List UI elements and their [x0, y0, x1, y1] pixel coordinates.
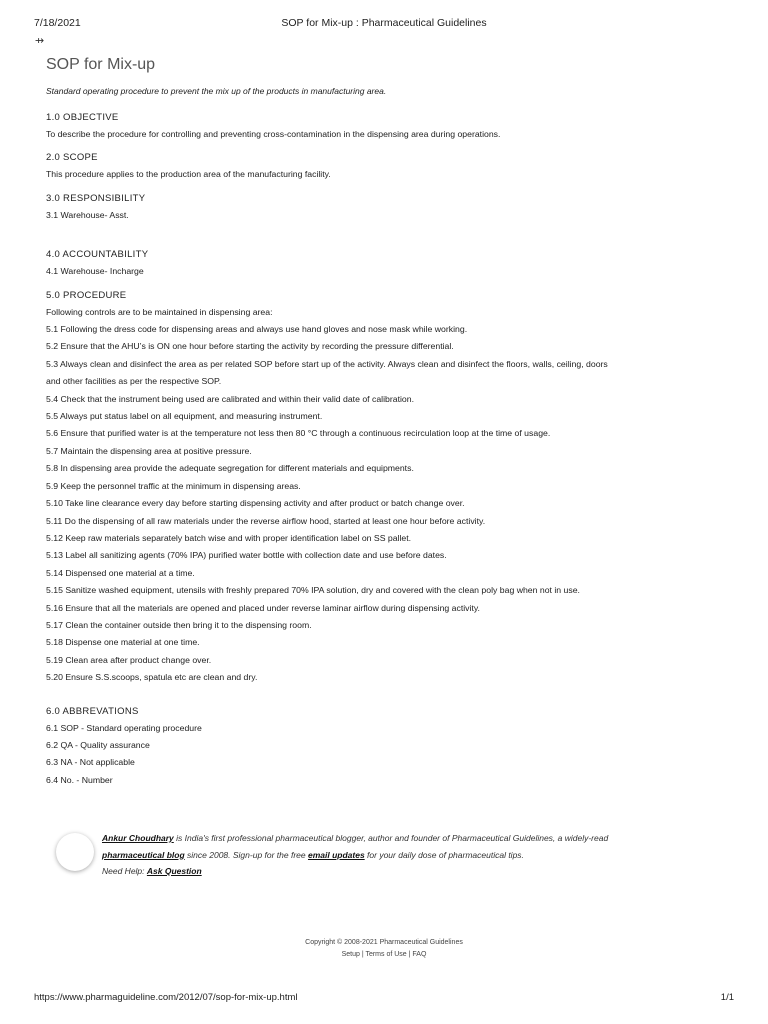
- procedure-item: 5.9 Keep the personnel traffic at the minimum in dispensing areas.: [46, 480, 301, 491]
- procedure-item: 5.3 Always clean and disinfect the area as per related SOP before start up of the activity. Always clean and disinfect the floors, walls, ceiling, doors: [46, 358, 608, 369]
- procedure-item: 5.10 Take line clearance every day before starting dispensing activity and after product or batch change over.: [46, 498, 465, 509]
- procedure-item: 5.14 Dispensed one material at a time.: [46, 567, 195, 578]
- author-name-link[interactable]: Ankur Choudhary: [102, 833, 174, 843]
- author-box: [56, 830, 736, 880]
- print-footer-url: https://www.pharmaguideline.com/2012/07/sop-for-mix-up.html: [34, 992, 298, 1003]
- share-arrow-icon[interactable]: ⇸: [35, 35, 45, 47]
- print-footer-page-number: 1/1: [720, 992, 734, 1003]
- procedure-item: 5.16 Ensure that all the materials are opened and placed under reverse laminar airflow during dispensing activity.: [46, 602, 480, 613]
- accountability-text: 4.1 Warehouse- Incharge: [46, 266, 144, 277]
- ask-question-link[interactable]: Ask Question: [146, 866, 202, 876]
- procedure-item: 5.1 Following the dress code for dispensing areas and always use hand gloves and nose mask while working.: [46, 324, 468, 335]
- procedure-section: [46, 287, 726, 687]
- author-bio-text-2: since 2008. Sign-up for the free: [184, 849, 308, 860]
- abbreviation-item: 6.1 SOP - Standard operating procedure: [46, 722, 202, 733]
- procedure-item: 5.11 Do the dispensing of all raw materials under the reverse airflow hood, started at least one hour before activity.: [46, 515, 486, 526]
- need-help-label: Need Help:: [102, 866, 147, 876]
- procedure-intro: Following controls are to be maintained in dispensing area:: [46, 306, 273, 317]
- page-title: SOP for Mix-up: [46, 56, 156, 73]
- procedure-item: 5.17 Clean the container outside then bring it to the dispensing room.: [46, 619, 312, 630]
- print-header-date: 7/18/2021: [34, 17, 81, 29]
- procedure-item: 5.5 Always put status label on all equipment, and measuring instrument.: [46, 411, 323, 422]
- accountability-heading: 4.0 ACCOUNTABILITY: [46, 249, 149, 261]
- procedure-item: 5.2 Ensure that the AHU’s is ON one hour before starting the activity by recording the pressure differential.: [46, 341, 454, 352]
- scope-section: [46, 149, 726, 183]
- print-header-title: SOP for Mix-up : Pharmaceutical Guidelines: [281, 17, 487, 29]
- footer-links[interactable]: Setup | Terms of Use | FAQ: [341, 951, 427, 958]
- objective-heading: 1.0 OBJECTIVE: [46, 112, 119, 123]
- author-bio-text-3: for your daily dose of pharmaceutical tips.: [364, 849, 524, 860]
- scope-heading: 2.0 SCOPE: [46, 152, 98, 164]
- objective-text: To describe the procedure for controlling and preventing cross-contamination in the dispensing area during operations.: [46, 129, 501, 139]
- abbreviation-item: 6.3 NA - Not applicable: [46, 757, 135, 768]
- procedure-item: 5.18 Dispense one material at one time.: [46, 637, 200, 648]
- procedure-item: 5.7 Maintain the dispensing area at positive pressure.: [46, 445, 252, 456]
- abbreviations-section: [46, 703, 726, 790]
- intro-text: Standard operating procedure to prevent the mix up of the products in manufacturing area.: [46, 86, 387, 96]
- objective-section: [46, 109, 726, 143]
- responsibility-text: 3.1 Warehouse- Asst.: [46, 209, 129, 220]
- procedure-heading: 5.0 PROCEDURE: [46, 289, 127, 301]
- article-body: [46, 56, 726, 795]
- email-updates-link[interactable]: email updates: [308, 849, 365, 860]
- procedure-item: 5.8 In dispensing area provide the adequate segregation for different materials and equipments.: [46, 463, 414, 474]
- procedure-item: 5.12 Keep raw materials separately batch wise and with proper identification label on SS pallet.: [46, 532, 412, 543]
- pharmaceutical-blog-link[interactable]: pharmaceutical blog: [102, 849, 185, 860]
- procedure-item: 5.20 Ensure S.S.scoops, spatula etc are clean and dry.: [46, 672, 258, 683]
- abbreviation-item: 6.4 No. - Number: [46, 774, 113, 785]
- procedure-item: 5.15 Sanitize washed equipment, utensils with freshly prepared 70% IPA solution, dry and covered with the clean poly bag when not in use.: [46, 585, 580, 596]
- procedure-item: and other facilities as per the respective SOP.: [46, 376, 222, 387]
- abbreviations-heading: 6.0 ABBREVATIONS: [46, 705, 139, 717]
- procedure-item: 5.6 Ensure that purified water is at the temperature not less then 80 °C through a continuous recirculation loop at the time of usage.: [46, 428, 551, 439]
- author-bio: [102, 830, 722, 880]
- avatar: [56, 833, 94, 871]
- abbreviation-item: 6.2 QA - Quality assurance: [46, 739, 150, 750]
- responsibility-section: [46, 190, 726, 224]
- scope-text: This procedure applies to the production area of the manufacturing facility.: [46, 169, 331, 180]
- responsibility-heading: 3.0 RESPONSIBILITY: [46, 192, 146, 204]
- procedure-item: 5.19 Clean area after product change over.: [46, 654, 212, 665]
- site-footer: [0, 937, 768, 961]
- procedure-item: 5.13 Label all sanitizing agents (70% IPA) purified water bottle with collection date and use before dates.: [46, 550, 447, 561]
- author-bio-text-1: is India's first professional pharmaceutical blogger, author and founder of Pharmaceutical Guidelines, a widely-read: [173, 833, 609, 843]
- accountability-section: [46, 246, 726, 280]
- procedure-item: 5.4 Check that the instrument being used are calibrated and within their valid date of calibration.: [46, 393, 414, 404]
- copyright-text: Copyright © 2008-2021 Pharmaceutical Guidelines: [305, 939, 463, 946]
